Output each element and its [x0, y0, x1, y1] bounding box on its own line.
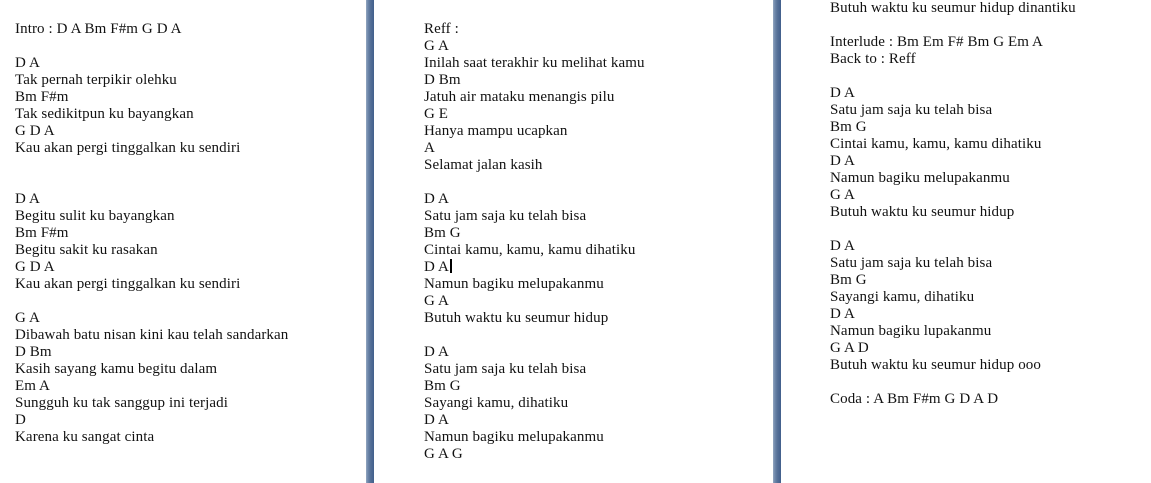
- text-line[interactable]: [424, 327, 645, 344]
- text-line[interactable]: Butuh waktu ku seumur hidup: [830, 204, 1015, 220]
- text-line[interactable]: Bm G: [830, 119, 867, 135]
- text-line[interactable]: D A: [15, 191, 40, 207]
- text-line[interactable]: D Bm: [15, 344, 52, 360]
- text-line[interactable]: Karena ku sangat cinta: [15, 429, 155, 445]
- text-line[interactable]: [15, 293, 288, 310]
- text-line[interactable]: [830, 374, 1076, 391]
- text-line[interactable]: G D A: [15, 259, 55, 275]
- page-2-text-block[interactable]: [424, 21, 645, 463]
- page-gap-divider-2: [773, 0, 781, 483]
- text-line[interactable]: Namun bagiku melupakanmu: [424, 276, 604, 292]
- text-line[interactable]: [830, 17, 1076, 34]
- text-line[interactable]: Sayangi kamu, dihatiku: [830, 289, 975, 305]
- document-page-3[interactable]: [781, 0, 1151, 483]
- page-1-text-block[interactable]: [15, 21, 288, 446]
- text-line[interactable]: Hanya mampu ucapkan: [424, 123, 568, 139]
- text-line[interactable]: Satu jam saja ku telah bisa: [424, 208, 587, 224]
- text-line[interactable]: G A: [424, 38, 449, 54]
- text-line[interactable]: Tak pernah terpikir olehku: [15, 72, 177, 88]
- text-line[interactable]: Bm F#m: [15, 89, 69, 105]
- text-line[interactable]: D A: [830, 238, 855, 254]
- text-line[interactable]: [830, 221, 1076, 238]
- text-line[interactable]: Satu jam saja ku telah bisa: [830, 102, 993, 118]
- text-line[interactable]: Selamat jalan kasih: [424, 157, 543, 173]
- text-line[interactable]: Coda : A Bm F#m G D A D: [830, 391, 999, 407]
- text-line[interactable]: D A: [15, 55, 40, 71]
- text-line[interactable]: Bm G: [830, 272, 867, 288]
- text-line[interactable]: G A: [15, 310, 40, 326]
- text-line[interactable]: Namun bagiku melupakanmu: [830, 170, 1010, 186]
- text-line[interactable]: Inilah saat terakhir ku melihat kamu: [424, 55, 645, 71]
- text-line[interactable]: G E: [424, 106, 449, 122]
- text-line[interactable]: [15, 157, 288, 174]
- text-line[interactable]: A: [424, 140, 435, 156]
- text-line[interactable]: Tak sedikitpun ku bayangkan: [15, 106, 194, 122]
- text-line[interactable]: G A G: [424, 446, 463, 462]
- text-line[interactable]: Begitu sulit ku bayangkan: [15, 208, 175, 224]
- text-line[interactable]: D Bm: [424, 72, 461, 88]
- text-line[interactable]: Jatuh air mataku menangis pilu: [424, 89, 615, 105]
- text-line[interactable]: Kau akan pergi tinggalkan ku sendiri: [15, 140, 241, 156]
- page-gap-divider-1: [366, 0, 374, 483]
- text-line[interactable]: Cintai kamu, kamu, kamu dihatiku: [424, 242, 636, 258]
- text-line[interactable]: D A: [830, 306, 855, 322]
- text-line[interactable]: Interlude : Bm Em F# Bm G Em A: [830, 34, 1043, 50]
- text-line[interactable]: D: [15, 412, 26, 428]
- text-cursor: [450, 259, 452, 273]
- text-line[interactable]: Em A: [15, 378, 50, 394]
- text-line[interactable]: Dibawah batu nisan kini kau telah sandarkan: [15, 327, 289, 343]
- text-line[interactable]: Butuh waktu ku seumur hidup: [424, 310, 609, 326]
- text-line[interactable]: Begitu sakit ku rasakan: [15, 242, 158, 258]
- document-page-1[interactable]: [0, 0, 366, 483]
- text-line[interactable]: Sungguh ku tak sanggup ini terjadi: [15, 395, 228, 411]
- text-line[interactable]: Butuh waktu ku seumur hidup dinantiku: [830, 0, 1076, 16]
- text-line[interactable]: Namun bagiku lupakanmu: [830, 323, 992, 339]
- text-line[interactable]: Reff :: [424, 21, 459, 37]
- text-line[interactable]: D A: [424, 259, 645, 276]
- text-line[interactable]: G A: [424, 293, 449, 309]
- text-line[interactable]: G D A: [15, 123, 55, 139]
- text-line[interactable]: Bm F#m: [15, 225, 69, 241]
- text-line[interactable]: D A: [424, 191, 449, 207]
- page-3-text-block[interactable]: [830, 0, 1076, 408]
- text-line[interactable]: Kau akan pergi tinggalkan ku sendiri: [15, 276, 241, 292]
- text-line[interactable]: D A: [830, 153, 855, 169]
- text-line[interactable]: D A: [424, 412, 449, 428]
- text-line[interactable]: Bm G: [424, 225, 461, 241]
- text-line[interactable]: Cintai kamu, kamu, kamu dihatiku: [830, 136, 1042, 152]
- text-line[interactable]: [15, 38, 288, 55]
- text-line[interactable]: Satu jam saja ku telah bisa: [830, 255, 993, 271]
- text-line[interactable]: Butuh waktu ku seumur hidup ooo: [830, 357, 1042, 373]
- text-line[interactable]: Bm G: [424, 378, 461, 394]
- text-line[interactable]: Kasih sayang kamu begitu dalam: [15, 361, 218, 377]
- text-line[interactable]: [15, 174, 288, 191]
- text-line[interactable]: Sayangi kamu, dihatiku: [424, 395, 569, 411]
- text-line[interactable]: Namun bagiku melupakanmu: [424, 429, 604, 445]
- text-line[interactable]: G A D: [830, 340, 869, 356]
- text-line[interactable]: D A: [424, 344, 449, 360]
- text-line[interactable]: [424, 174, 645, 191]
- text-line[interactable]: Intro : D A Bm F#m G D A: [15, 21, 182, 37]
- text-line[interactable]: G A: [830, 187, 855, 203]
- text-line[interactable]: Satu jam saja ku telah bisa: [424, 361, 587, 377]
- text-line[interactable]: D A: [830, 85, 855, 101]
- document-page-2[interactable]: [374, 0, 773, 483]
- text-line[interactable]: [830, 68, 1076, 85]
- text-line[interactable]: Back to : Reff: [830, 51, 916, 67]
